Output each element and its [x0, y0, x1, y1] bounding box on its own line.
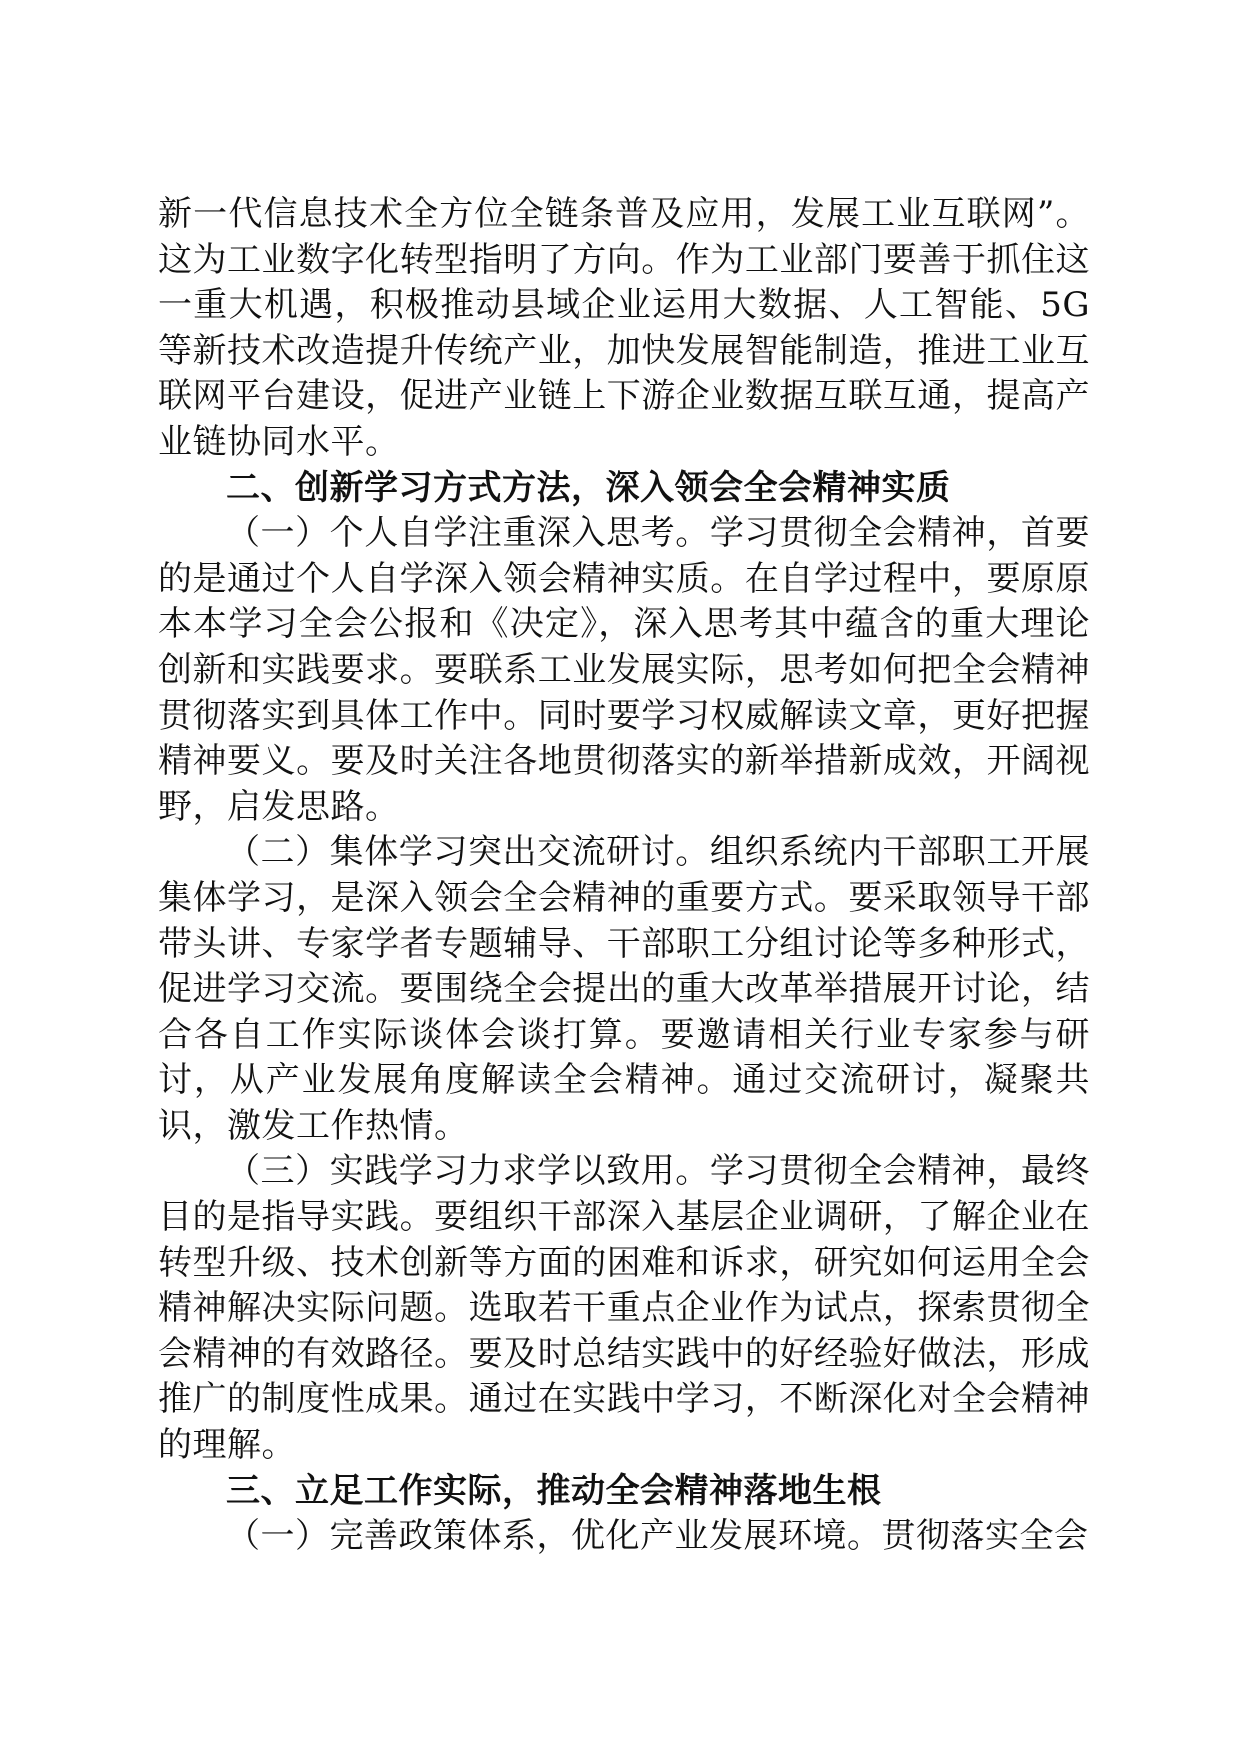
section-heading-2: 二、创新学习方式方法，深入领会全会精神实质	[226, 467, 951, 508]
section-heading-3: 三、立足工作实际，推动全会精神落地生根	[226, 1470, 882, 1511]
paragraph-3-1: （一）完善政策体系，优化产业发展环境。贯彻落实全会	[226, 1516, 1089, 1557]
paragraph-2-2: （二）集体学习突出交流研讨。组织系统内干部职工开展集体学习，是深入领会全会精神的重要方式。要采取领导干部带头讲、专家学者专题辅导、干部职工分组讨论等多种形式，促进学习交流。要围绕全会提出的重大改革举措展开讨论，结合各自工作实际谈体会谈打算。要邀请相关行业专家参与研讨，从产业发展角度解读全会精神。通过交流研讨，凝聚共识，激发工作热情。	[158, 832, 1090, 1146]
paragraph-2-1: （一）个人自学注重深入思考。学习贯彻全会精神，首要的是通过个人自学深入领会精神实质。在自学过程中，要原原本本学习全会公报和《决定》，深入思考其中蕴含的重大理论创新和实践要求。要联系工业发展实际，思考如何把全会精神贯彻落实到具体工作中。同时要学习权威解读文章，更好把握精神要义。要及时关注各地贯彻落实的新举措新成效，开阔视野，启发思路。	[158, 513, 1090, 827]
document-body	[158, 192, 1090, 1560]
paragraph-2-3: （三）实践学习力求学以致用。学习贯彻全会精神，最终目的是指导实践。要组织干部深入基层企业调研，了解企业在转型升级、技术创新等方面的困难和诉求，研究如何运用全会精神解决实际问题。选取若干重点企业作为试点，探索贯彻全会精神的有效路径。要及时总结实践中的好经验好做法，形成推广的制度性成果。通过在实践中学习，不断深化对全会精神的理解。	[158, 1151, 1090, 1466]
paragraph-continuation: 新一代信息技术全方位全链条普及应用，发展工业互联网”。这为工业数字化转型指明了方向。作为工业部门要善于抓住这一重大机遇，积极推动县域企业运用大数据、人工智能、5G等新技术改造提升传统产业，加快发展智能制造，推进工业互联网平台建设，促进产业链上下游企业数据互联互通，提高产业链协同水平。	[158, 194, 1090, 462]
